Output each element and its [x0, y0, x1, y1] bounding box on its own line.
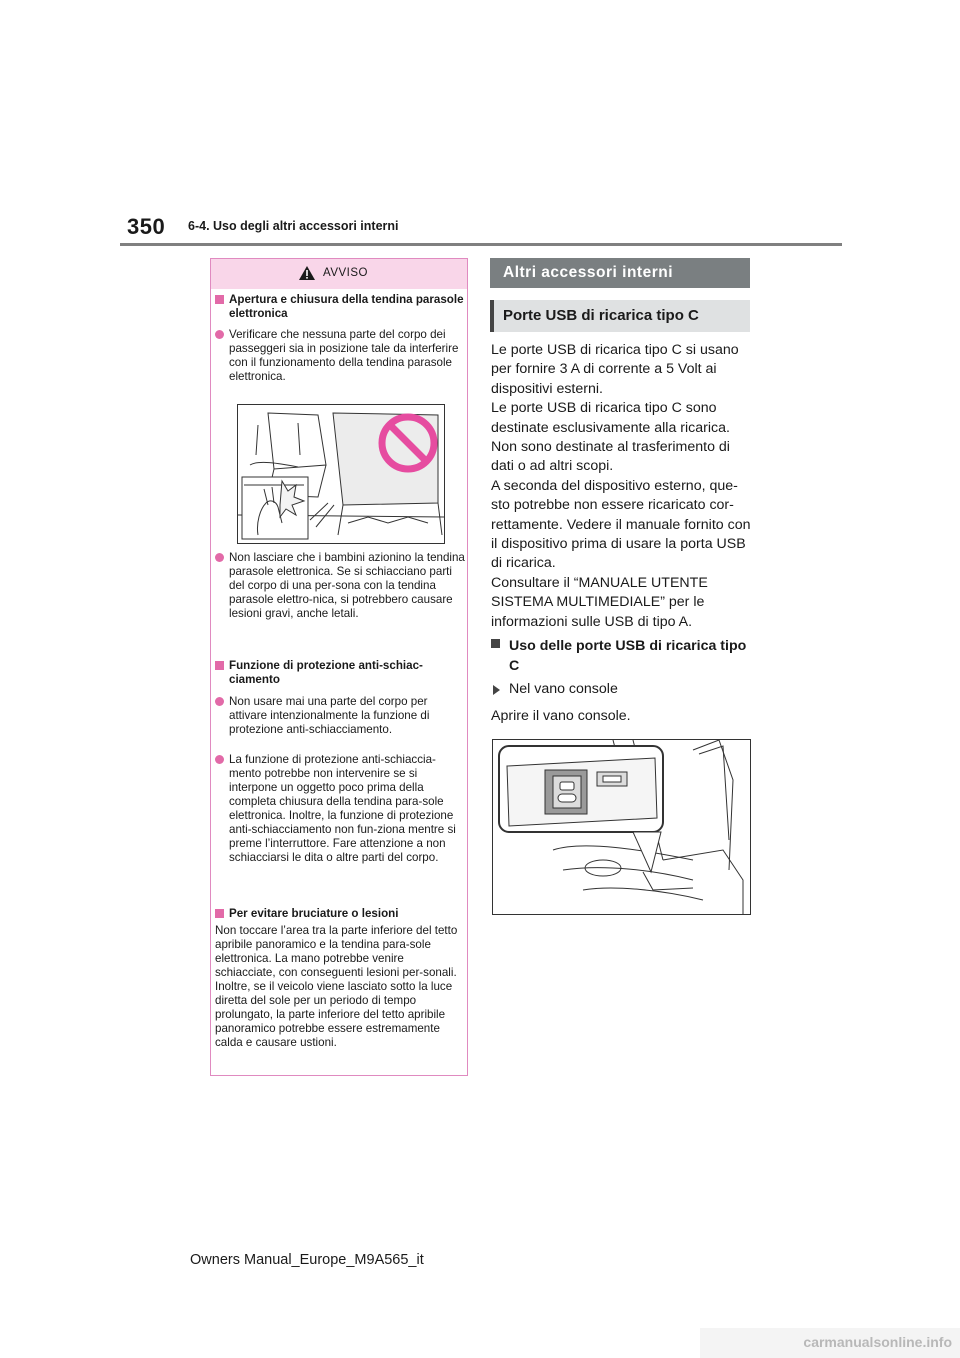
round-bullet-icon: [215, 755, 224, 764]
warning-bullet: Non usare mai una parte del corpo per attivare intenzionalmente la funzione di protezione anti-schiacciamento.: [215, 695, 465, 737]
usb-port-console-illustration: [492, 739, 751, 915]
warning-section-title: Apertura e chiusura della tendina parasole elettronica: [215, 293, 465, 321]
round-bullet-icon: [215, 553, 224, 562]
warning-box: [210, 258, 468, 1076]
warning-section-title: Funzione di protezione anti-schiac-ciamento: [215, 659, 465, 687]
warning-triangle-icon: [298, 265, 316, 281]
round-bullet-icon: [215, 330, 224, 339]
square-bullet-icon: [491, 639, 500, 648]
warning-bullet: Non lasciare che i bambini azionino la tendina parasole elettronica. Se si schiacciano parti del corpo di una per-sona con la tendina parasole elettro-nica, si potrebbero causare lesioni gravi, anche letali.: [215, 551, 465, 621]
sunshade-pinch-illustration: [237, 404, 445, 544]
instruction-text: Aprire il vano console.: [491, 708, 631, 724]
section-heading: Altri accessori interni: [490, 258, 750, 288]
page-number: 350: [127, 214, 166, 239]
square-bullet-icon: [215, 661, 224, 670]
warning-header: [211, 259, 467, 289]
footer-text: Owners Manual_Europe_M9A565_it: [190, 1252, 424, 1268]
warning-title: AVVISO: [323, 267, 368, 279]
watermark: carmanualsonline.info: [700, 1328, 960, 1358]
warning-paragraph: Non toccare l’area tra la parte inferiore del tetto apribile panoramico e la tendina para-sole elettronica. La mano potrebbe venire schiacciate, con conseguenti lesioni per-sonali. Inoltre, se il veicolo viene lasciato sotto la luce diretta del sole per un periodo di tempo prolungato, la parte inferiore del tetto apribile panoramico potrebbe essere estremamente calda e causare ustioni.: [215, 924, 458, 1049]
round-bullet-icon: [215, 697, 224, 706]
triangle-bullet-icon: [493, 685, 500, 695]
warning-bullet: La funzione di protezione anti-schiaccia-mento potrebbe non intervenire se si interpone un oggetto poco prima della completa chiusura della tendina para-sole elettronica. Inoltre, la funzione di protezione anti-schiacciamento non fun-ziona mentre si preme l’interruttore. Fare attenzione a non schiacciarsi le dita o altre parti del corpo.: [215, 753, 465, 865]
warning-section-title: Per evitare bruciature o lesioni: [215, 907, 465, 921]
square-bullet-icon: [215, 909, 224, 918]
warning-bullet: Verificare che nessuna parte del corpo dei passeggeri sia in posizione tale da interferire con il funzionamento della tendina parasole elettronica.: [215, 328, 465, 384]
header-divider: [120, 243, 842, 246]
square-bullet-icon: [215, 295, 224, 304]
usage-heading: Uso delle porte USB di ricarica tipo C: [491, 636, 753, 676]
intro-paragraph: Le porte USB di ricarica tipo C si usano per fornire 3 A di corrente a 5 Volt ai dispositivi esterni. Le porte USB di ricarica tipo C sono destinate esclusivamente alla ricarica. Non sono destinate al trasferimento di dati o ad altri scopi. A seconda del dispositivo esterno, que-sto potrebbe non essere ricaricato cor-rettamente. Vedere il manuale fornito con il dispositivo prima di usare la porta USB di ricarica. Consultare il “MANUALE UTENTE SISTEMA MULTIMEDIALE” per le informazioni sulle USB di tipo A.: [491, 342, 751, 630]
section-title: 6-4. Uso degli altri accessori interni: [188, 219, 399, 233]
subsection-heading: Porte USB di ricarica tipo C: [490, 300, 750, 332]
